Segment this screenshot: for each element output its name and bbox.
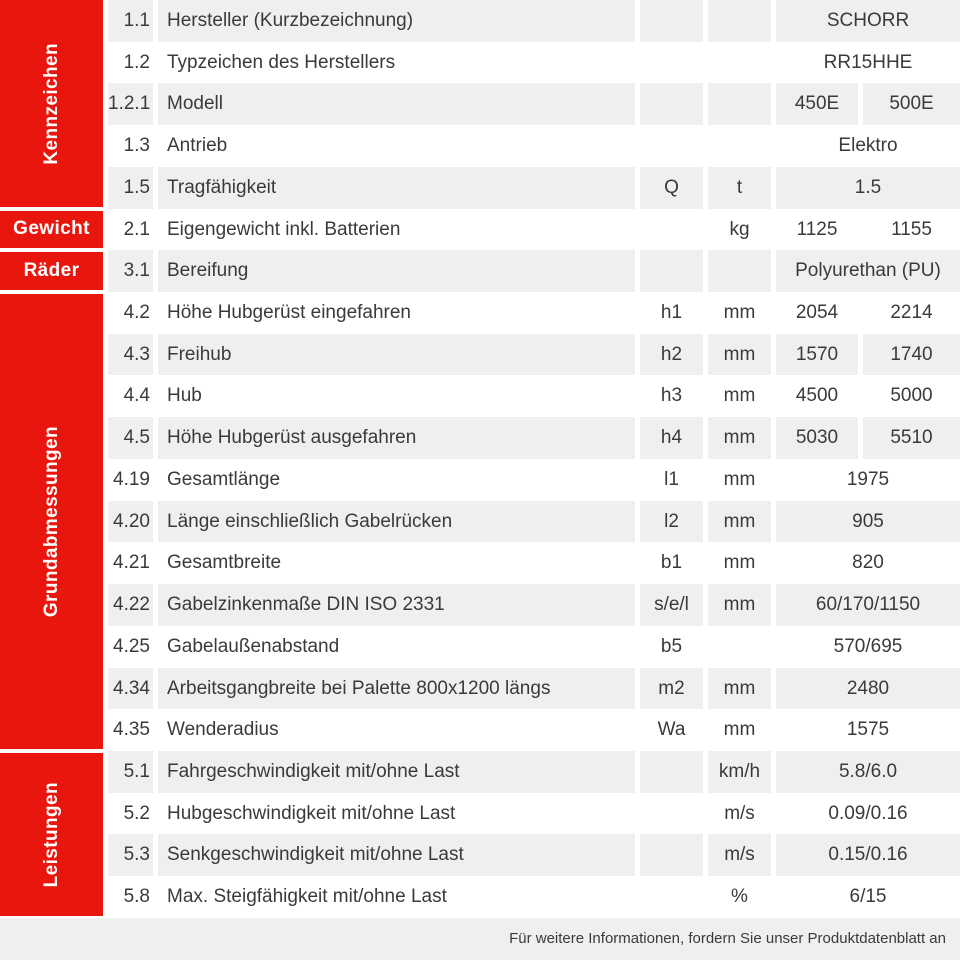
spec-symbol: h1 (660, 302, 683, 324)
spec-row (108, 417, 960, 459)
spec-label: Hubgeschwindigkeit mit/ohne Last (167, 802, 456, 824)
spec-code: 5.2 (123, 802, 150, 824)
spec-symbol: Wa (657, 719, 686, 741)
spec-unit: mm (723, 719, 756, 741)
spec-value-merged: 905 (776, 501, 960, 543)
spec-label: Gabelzinkenmaße DIN ISO 2331 (158, 584, 635, 626)
spec-row (108, 125, 960, 167)
spec-label: Hub (167, 385, 202, 407)
spec-value-merged: 570/695 (833, 635, 903, 657)
spec-label: Modell (158, 83, 635, 125)
spec-label: Höhe Hubgerüst eingefahren (167, 302, 412, 324)
spec-value-merged: 6/15 (849, 886, 887, 908)
spec-code: 2.1 (123, 218, 150, 240)
spec-label: Freihub (158, 334, 635, 376)
spec-row (108, 167, 960, 209)
spec-symbol (640, 751, 703, 793)
spec-row (108, 668, 960, 710)
spec-value-500e: 2214 (890, 302, 933, 324)
spec-code: 4.4 (123, 385, 150, 407)
spec-value-merged: 2480 (776, 668, 960, 710)
spec-row (108, 292, 960, 334)
spec-label: Gesamtlänge (167, 468, 281, 490)
spec-unit: m/s (724, 802, 755, 824)
spec-label: Max. Steigfähigkeit mit/ohne Last (167, 886, 447, 908)
spec-symbol (640, 83, 703, 125)
spec-row (108, 375, 960, 417)
spec-symbol: b5 (660, 635, 683, 657)
spec-code: 4.35 (113, 719, 150, 741)
spec-unit: km/h (708, 751, 771, 793)
spec-code: 4.3 (108, 334, 153, 376)
spec-code: 4.5 (108, 417, 153, 459)
spec-code: 1.2.1 (108, 83, 153, 125)
spec-code: 4.34 (108, 668, 153, 710)
spec-unit: % (731, 886, 748, 908)
spec-unit: mm (708, 417, 771, 459)
spec-unit: mm (723, 302, 756, 324)
sidebar-section-grundabmessungen (0, 294, 103, 749)
spec-value-merged: 1975 (846, 468, 890, 490)
spec-value-450e: 4500 (795, 385, 839, 407)
spec-symbol (640, 209, 703, 251)
spec-value-merged: 0.09/0.16 (828, 802, 908, 824)
spec-label: Gabelaußenabstand (167, 635, 340, 657)
spec-row (108, 584, 960, 626)
spec-symbol (640, 42, 703, 84)
spec-label: Länge einschließlich Gabelrücken (158, 501, 635, 543)
footer-note: Für weitere Informationen, fordern Sie unser Produktdatenblatt an (0, 918, 960, 960)
spec-code: 5.1 (108, 751, 153, 793)
spec-value-450e: 1125 (796, 218, 838, 240)
spec-value-merged: 5.8/6.0 (776, 751, 960, 793)
spec-symbol: h3 (660, 385, 683, 407)
spec-row (108, 751, 960, 793)
spec-code: 3.1 (108, 250, 153, 292)
spec-code: 4.20 (108, 501, 153, 543)
spec-symbol: h2 (640, 334, 703, 376)
spec-label: Senkgeschwindigkeit mit/ohne Last (158, 834, 635, 876)
spec-table (108, 0, 960, 918)
spec-code: 5.8 (123, 886, 150, 908)
spec-symbol (640, 250, 703, 292)
spec-row (108, 83, 960, 125)
sidebar-section-label: Räder (23, 260, 80, 282)
spec-symbol (640, 834, 703, 876)
spec-symbol: s/e/l (640, 584, 703, 626)
spec-unit (708, 0, 771, 42)
spec-unit: mm (723, 385, 756, 407)
spec-unit: mm (708, 501, 771, 543)
spec-value-merged: 1575 (846, 719, 890, 741)
spec-label: Antrieb (167, 135, 228, 157)
spec-value-500e: 5000 (890, 385, 933, 407)
spec-symbol (640, 876, 703, 918)
spec-unit (708, 250, 771, 292)
spec-unit (708, 125, 771, 167)
spec-value-450e: 450E (776, 83, 858, 125)
spec-label: Bereifung (158, 250, 635, 292)
spec-value-450e: 1570 (776, 334, 858, 376)
spec-symbol: b1 (660, 552, 683, 574)
spec-unit (708, 83, 771, 125)
spec-row (108, 209, 960, 251)
spec-label: Arbeitsgangbreite bei Palette 800x1200 längs (158, 668, 635, 710)
spec-label: Fahrgeschwindigkeit mit/ohne Last (158, 751, 635, 793)
spec-value-450e: 5030 (776, 417, 858, 459)
spec-unit: mm (723, 468, 756, 490)
spec-unit: t (708, 167, 771, 209)
spec-symbol (640, 0, 703, 42)
spec-value-500e: 1740 (863, 334, 960, 376)
spec-label: Typzeichen des Herstellers (167, 51, 396, 73)
spec-symbol: m2 (640, 668, 703, 710)
spec-symbol (640, 125, 703, 167)
spec-value-500e: 1155 (891, 218, 932, 240)
spec-symbol: Q (640, 167, 703, 209)
spec-code: 4.22 (108, 584, 153, 626)
spec-code: 4.2 (123, 302, 150, 324)
spec-row (108, 334, 960, 376)
spec-code: 1.3 (123, 135, 150, 157)
spec-row (108, 793, 960, 835)
sidebar-section-label: Grundabmessungen (40, 426, 62, 618)
spec-code: 4.19 (113, 468, 150, 490)
spec-row (108, 709, 960, 751)
sidebar-section-label: Leistungen (40, 781, 62, 888)
spec-value-merged: 820 (852, 552, 884, 574)
sidebar-section-leistungen (0, 753, 103, 916)
spec-value-merged: SCHORR (776, 0, 960, 42)
spec-value-merged: 1.5 (776, 167, 960, 209)
spec-row (108, 42, 960, 84)
spec-unit (708, 42, 771, 84)
spec-row (108, 0, 960, 42)
spec-unit: m/s (708, 834, 771, 876)
spec-value-merged: Elektro (838, 135, 898, 157)
spec-label: Wenderadius (167, 719, 279, 741)
spec-unit: mm (723, 552, 756, 574)
sidebar-section-label: Gewicht (13, 218, 90, 240)
spec-value-merged: 0.15/0.16 (776, 834, 960, 876)
sidebar-section-label: Kennzeichen (40, 42, 62, 165)
spec-value-500e: 500E (863, 83, 960, 125)
spec-row (108, 626, 960, 668)
spec-row (108, 876, 960, 918)
spec-value-merged: 60/170/1150 (776, 584, 960, 626)
spec-label: Gesamtbreite (167, 552, 282, 574)
sidebar-section-gewicht (0, 211, 103, 249)
sidebar-section-kennzeichen (0, 0, 103, 207)
spec-unit: kg (729, 218, 750, 240)
spec-symbol: l1 (664, 468, 679, 490)
spec-unit (708, 626, 771, 668)
spec-label: Eigengewicht inkl. Batterien (167, 218, 401, 240)
spec-row (108, 459, 960, 501)
spec-symbol: h4 (640, 417, 703, 459)
spec-code: 1.5 (108, 167, 153, 209)
spec-code: 1.2 (123, 51, 150, 73)
spec-row (108, 542, 960, 584)
spec-value-450e: 2054 (795, 302, 839, 324)
category-sidebar (0, 0, 103, 918)
spec-unit: mm (708, 584, 771, 626)
spec-row (108, 250, 960, 292)
spec-label: Hersteller (Kurzbezeichnung) (158, 0, 635, 42)
spec-row (108, 834, 960, 876)
spec-code: 1.1 (108, 0, 153, 42)
spec-label: Höhe Hubgerüst ausgefahren (158, 417, 635, 459)
spec-symbol: l2 (640, 501, 703, 543)
spec-code: 4.21 (113, 552, 150, 574)
spec-code: 5.3 (108, 834, 153, 876)
spec-unit: mm (708, 334, 771, 376)
sidebar-section-raeder (0, 252, 103, 290)
spec-label: Tragfähigkeit (158, 167, 635, 209)
spec-value-merged: Polyurethan (PU) (776, 250, 960, 292)
spec-unit: mm (708, 668, 771, 710)
spec-value-500e: 5510 (863, 417, 960, 459)
spec-value-merged: RR15HHE (823, 51, 913, 73)
spec-symbol (640, 793, 703, 835)
spec-row (108, 501, 960, 543)
spec-code: 4.25 (113, 635, 150, 657)
